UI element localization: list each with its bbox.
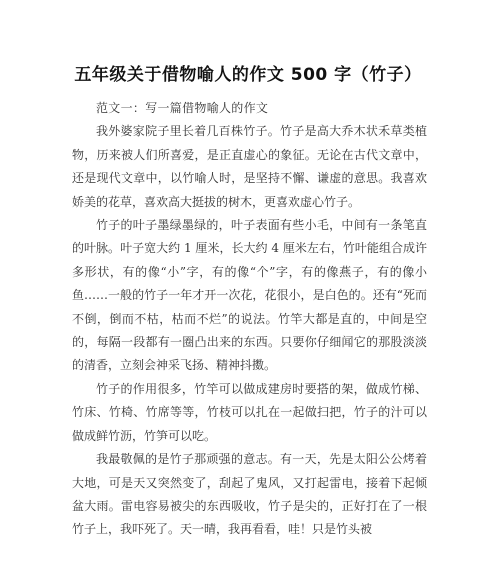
document-title: 五年级关于借物喻人的作文 500 字（竹子） <box>74 65 422 85</box>
document-body <box>72 97 427 542</box>
paragraph-3: 竹子的作用很多，竹竿可以做成建房时要搭的架，做成竹梯、竹床、竹椅、竹席等等，竹枝可以扎在一起做扫把，竹子的汁可以做成鲜竹沥，竹笋可以吃。 <box>72 381 427 443</box>
subheading: 范文一：写一篇借物喻人的作文 <box>96 101 269 115</box>
paragraph-2: 竹子的叶子墨绿墨绿的，叶子表面有些小毛，中间有一条笔直的叶脉。叶子宽大约 1 厘米，长大约 4 厘米左右，竹叶能组合成许多形状，有的像“小”字，有的像“个”字，有的像燕子，有的像小鱼……一般的竹子一年才开一次花，花很小，是白色的。还有“死而不倒，倒而不枯，枯而不烂”的说法。竹竿大都是直的，中间是空的，每隔一段都有一圈凸出来的东西。只要你仔细闻它的那股淡淡的清香，立刻会神采飞扬、精神抖擞。 <box>72 218 427 373</box>
paragraph-4: 我最敬佩的是竹子那顽强的意志。有一天，先是太阳公公烤着大地，可是天又突然变了，刮起了鬼风，又打起雷电，接着下起倾盆大雨。雷电容易被尖的东西吸收，竹子是尖的，正好打在了一根竹子上，我吓死了。天一晴，我再看看，哇！只是竹头被 <box>72 452 427 537</box>
paragraph-1: 我外婆家院子里长着几百株竹子。竹子是高大乔木状禾草类植物，历来被人们所喜爱，是正直虚心的象征。无论在古代文章中，还是现代文章中，以竹喻人时，是坚持不懈、谦虚的意思。我喜欢娇美的花草，喜欢高大挺拔的树木，更喜欢虚心竹子。 <box>72 124 427 209</box>
